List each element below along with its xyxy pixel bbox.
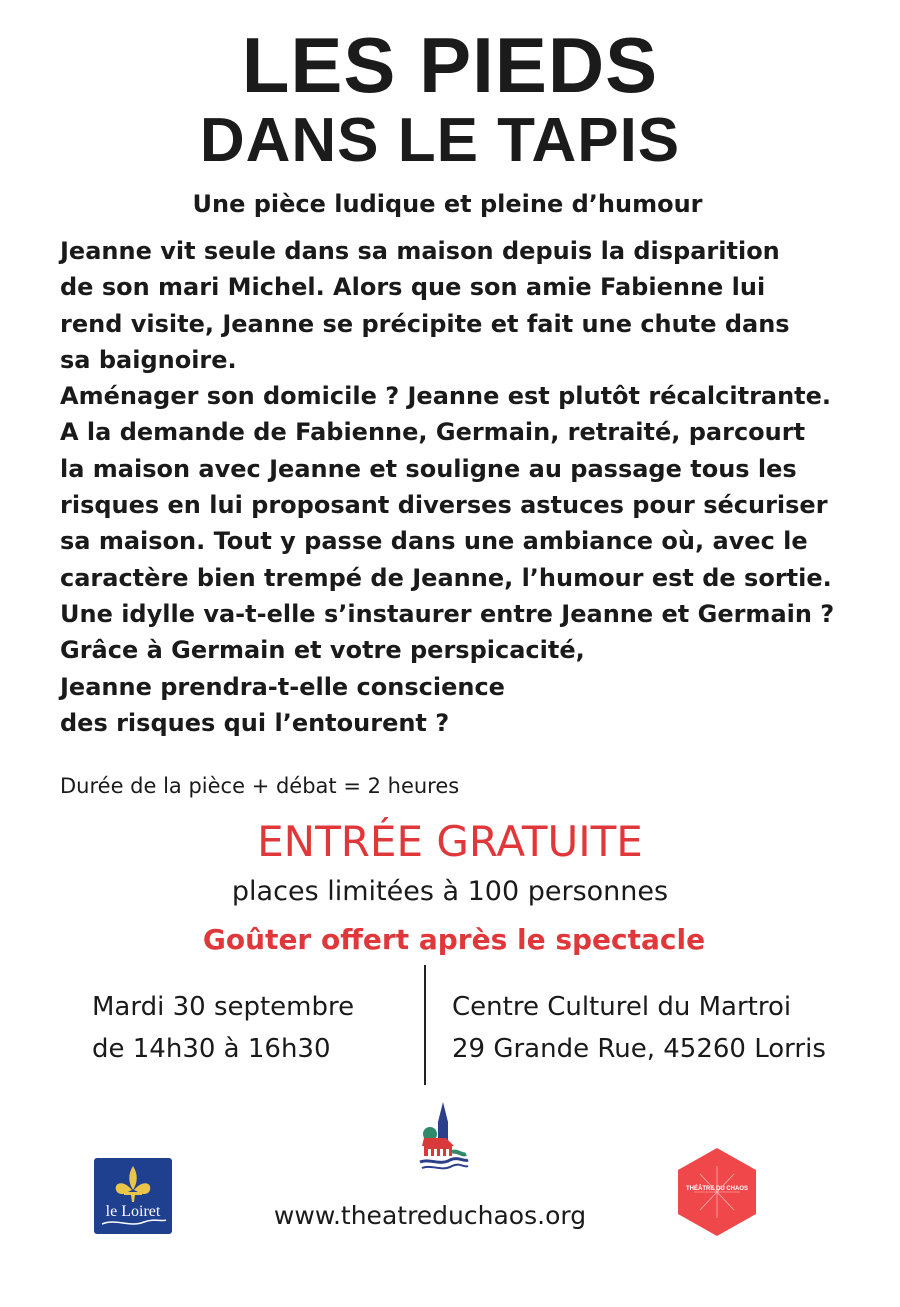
town-logo xyxy=(416,1100,470,1174)
synopsis-line: A la demande de Fabienne, Germain, retraité, parcourt xyxy=(60,418,806,447)
column-divider xyxy=(424,965,426,1085)
synopsis-line: Une idylle va-t-elle s’instaurer entre Jeanne et Germain ? xyxy=(60,599,835,628)
poster-title-line-1: LES PIEDS xyxy=(241,21,659,109)
duration-text: Durée de la pièce + débat = 2 heures xyxy=(60,774,460,798)
subtitle: Une pièce ludique et pleine d’humour xyxy=(192,190,703,218)
synopsis-line: caractère bien trempé de Jeanne, l’humour est de sortie. xyxy=(60,563,832,592)
snack-offer-text: Goûter offert après le spectacle xyxy=(202,923,706,956)
chaos-logo-text: THÉÂTRE DU CHAOS xyxy=(685,1186,749,1192)
synopsis-line: la maison avec Jeanne et souligne au passage tous les xyxy=(60,454,797,483)
free-entry-heading: ENTRÉE GRATUITE xyxy=(257,817,643,866)
synopsis-line: sa baignoire. xyxy=(60,345,237,374)
synopsis-line: Jeanne prendra-t-elle conscience xyxy=(60,672,505,701)
poster-title-line-2: DANS LE TAPIS xyxy=(199,106,681,175)
event-day: Mardi 30 septembre xyxy=(92,992,355,1022)
synopsis xyxy=(60,233,895,741)
venue-address: 29 Grande Rue, 45260 Lorris xyxy=(452,1034,826,1064)
synopsis-line: de son mari Michel. Alors que son amie Fabienne lui xyxy=(60,273,766,302)
synopsis-line: Aménager son domicile ? Jeanne est plutôt récalcitrante. xyxy=(60,382,832,411)
event-time: de 14h30 à 16h30 xyxy=(92,1034,331,1064)
date-block xyxy=(92,986,354,1070)
church-tower-icon xyxy=(420,1102,468,1168)
venue-name: Centre Culturel du Martroi xyxy=(452,992,792,1022)
synopsis-line: Grâce à Germain et votre perspicacité, xyxy=(60,636,585,665)
loiret-logo-text: le Loiret xyxy=(105,1203,161,1220)
synopsis-line: des risques qui l’entourent ? xyxy=(60,708,450,737)
synopsis-line: sa maison. Tout y passe dans une ambiance où, avec le xyxy=(60,527,808,556)
synopsis-line: rend visite, Jeanne se précipite et fait une chute dans xyxy=(60,309,790,338)
synopsis-line: risques en lui proposant diverses astuces pour sécuriser xyxy=(60,491,828,520)
places-limit-text: places limitées à 100 personnes xyxy=(231,876,669,907)
synopsis-line: Jeanne vit seule dans sa maison depuis la disparition xyxy=(60,237,780,265)
website-link[interactable]: www.theatreduchaos.org xyxy=(273,1201,587,1230)
venue-block xyxy=(452,986,826,1070)
